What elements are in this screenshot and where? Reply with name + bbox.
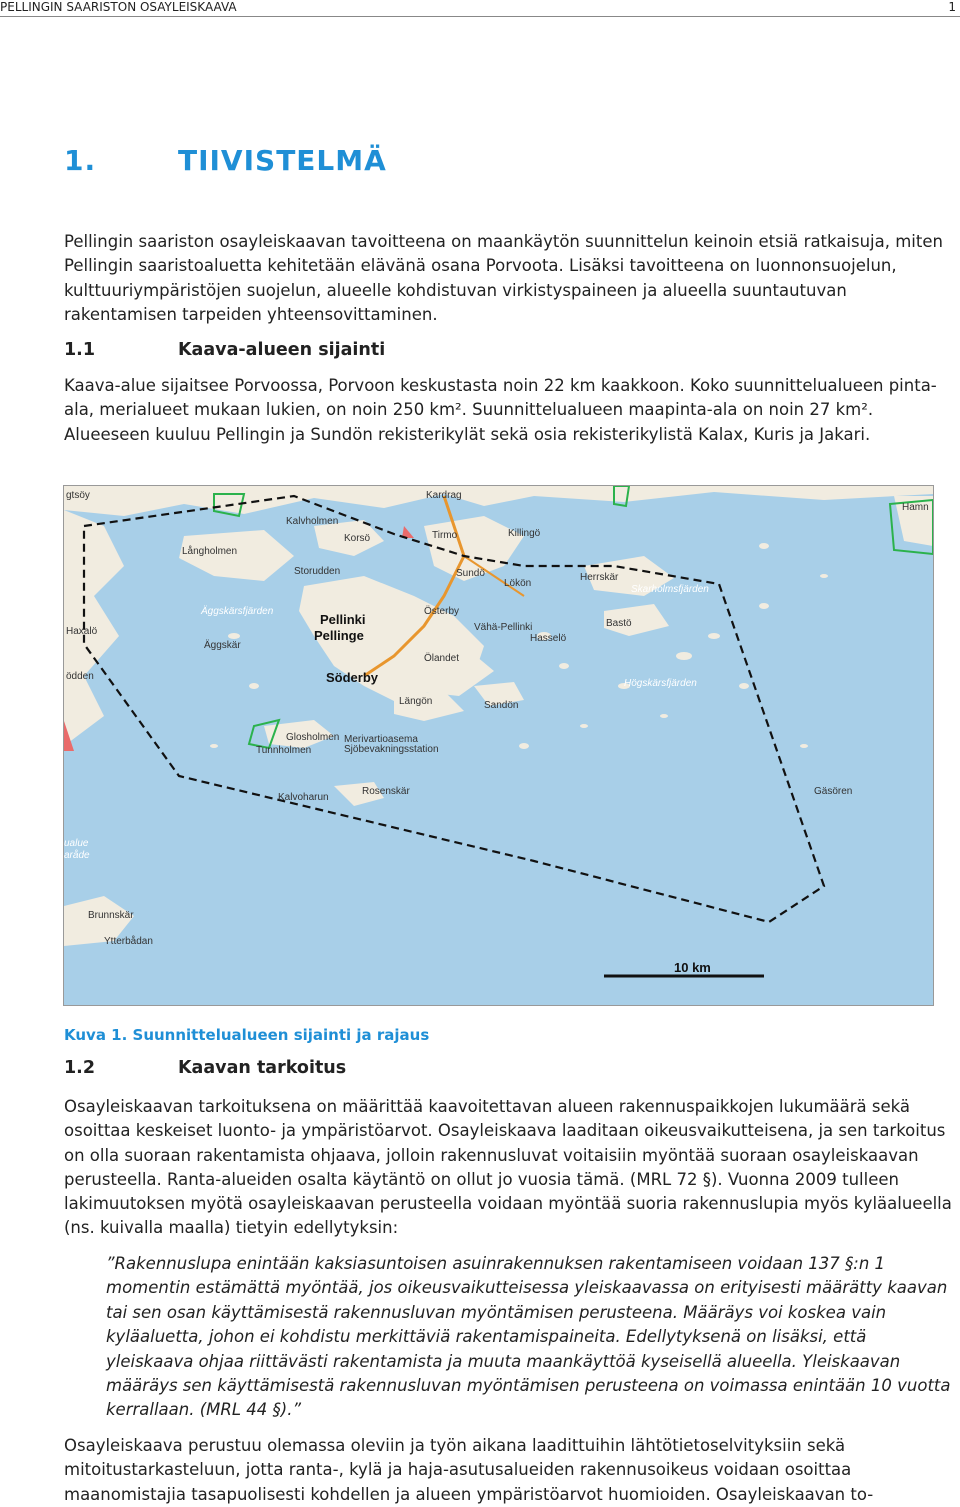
map-label-gtsoy: gtsöy (66, 490, 90, 501)
page-number: 1 (948, 0, 956, 14)
map-label-langon: Längön (399, 696, 433, 707)
map-label-hogskarsfjarden: Högskärsfjärden (624, 678, 697, 689)
map-label-glosholmen: Glosholmen (286, 732, 340, 743)
section-1-2-number: 1.2 (64, 1058, 96, 1078)
map-label-storudden: Storudden (294, 566, 341, 577)
map-label-aggskar: Äggskär (204, 640, 241, 651)
map-label-vaha-pellinki: Vähä-Pellinki (474, 622, 533, 633)
map-label-rosenskar: Rosenskär (362, 786, 410, 797)
header-rule (0, 16, 960, 17)
map-label-sandon: Sandön (484, 700, 519, 711)
map-label-kardrag: Kardrag (426, 490, 462, 501)
map-label-basto: Bastö (606, 618, 632, 629)
map-scale-label: 10 km (674, 960, 711, 975)
section-1-2-title: Kaavan tarkoitus (178, 1058, 347, 1078)
section-1-1-paragraph: Kaava-alue sijaitsee Porvoossa, Porvoon keskustasta noin 22 km kaakkoon. Koko suunnittelualueen pinta-ala, merialueet mukaan lukien, on noin 250 km². Suunnittelualueen maapinta-ala on noin 27 km². Alueeseen kuuluu Pellingin ja Sundön rekisterikylät sekä osia rekisterikylistä Kalax, Kuris ja Jakari. (64, 376, 937, 444)
figure-caption: Kuva 1. Suunnittelualueen sijainti ja rajaus (64, 1026, 430, 1044)
map-label-hamn: Hamn (902, 502, 929, 513)
map-label-langholmen: Långholmen (182, 546, 238, 557)
map-label-sundo: Sundö (456, 568, 485, 579)
section-1-1-title: Kaava-alueen sijainti (178, 340, 386, 360)
map-label-pellinki: Pellinki (320, 612, 366, 627)
section-1-paragraph: Pellingin saariston osayleiskaavan tavoitteena on maankäytön suunnittelun keinoin etsiä ratkaisuja, miten Pellingin saaristoaluetta kehitetään elävänä osana Porvoota. Lisäksi tavoitteena on luonnonsuojelun, kulttuuriympäristöjen suojelun, alueelle kohdistuvan virkistyspaineen ja alueella suuntautuvan rakentamisen tarpeiden yhteensovittaminen. (64, 232, 943, 324)
map-label-olandet: Ölandet (424, 653, 460, 664)
map-label-korso: Korsö (344, 533, 371, 544)
map-label-killingo: Killingö (508, 528, 541, 539)
map-label-narade: aråde (64, 850, 90, 861)
map-label-merivartioasema: Merivartioasema (344, 734, 418, 745)
map-label-kalvholmen: Kalvholmen (286, 516, 339, 527)
map-label-brunnskar: Brunnskär (88, 910, 134, 921)
map-label-herrskar: Herrskär (580, 572, 619, 583)
map-label-aggskarsfjarden: Äggskärsfjärden (201, 606, 274, 617)
map-label-nualue: ualue (64, 838, 89, 849)
map-label-tirmo: Tirmo (432, 530, 458, 541)
map-label-lokon: Lökön (504, 578, 532, 589)
map-label-kalvoharun: Kalvoharun (278, 792, 329, 803)
map-label-skarholmsfjarden: Skarholmsfjärden (631, 584, 709, 595)
map-label-odden: ödden (66, 671, 94, 682)
map-label-osterby: Österby (424, 606, 460, 617)
page-header (0, 0, 960, 16)
map-label-gasoren: Gäsören (814, 786, 853, 797)
section-1-2-paragraph: Osayleiskaavan tarkoituksena on määrittää kaavoitettavan alueen rakennuspaikkojen lukumäärä sekä osoittaa keskeiset luonto- ja ympäristöarvot. Osayleiskaava laaditaan oikeusvaikutteisena, ja sen tarkoitus on olla suoraan rakentamista ohjaava, jolloin rakennusluvat voitaisiin myöntää suoraan osayleiskaavan perusteella. Ranta-alueiden osalta käytäntö on ollut jo vuosia tämä. (MRL 72 §). Vuonna 2009 tulleen lakimuutoksen myötä osayleiskaavan perusteella voidaan myöntää suoria rakennuslupia myös kyläalueella (ns. kuivalla maalla) tietyin edellytyksin: (64, 1097, 952, 1238)
map-label-tunnholmen: Tunnholmen (256, 745, 312, 756)
map-label-haxalo: Haxalö (66, 626, 98, 637)
section-1-2-paragraph-2: Osayleiskaava perustuu olemassa oleviin ja työn aikana laadittuihin lähtötietoselvityksiin sekä mitoitustarkasteluun, jotta ranta-, kylä ja haja-asutusalueiden rakennusoikeus voidaan osoittaa maanomistajia tasapuolisesti kohdellen ja alueen ympäristöarvot huomioiden. Osayleiskaavan to- (64, 1436, 874, 1504)
section-1-title: TIIVISTELMÄ (178, 144, 387, 177)
law-quote: ”Rakennuslupa enintään kaksiasuntoisen asuinrakennuksen rakentamiseen voidaan 137 §:n 1 momentin estämättä myöntää, jos oikeusvaikutteisessa yleiskaavassa on erityisesti määrätty kaavan tai sen osan käyttämisestä rakennusluvan myöntämisen perusteena. Määräys voi koskea vain kyläaluetta, johon ei kohdistu merkittäviä rakentamispaineita. Edellytyksenä on lisäksi, että yleiskaava ohjaa riittävästi rakentamista ja muuta maankäyttöä kyseisellä alueella. Yleiskaavan määräys sen käyttämisestä rakennusluvan myöntämisen perusteena on voimassa enintään 10 vuotta kerrallaan. (MRL 44 §).” (106, 1254, 951, 1420)
section-1-number: 1. (64, 144, 97, 177)
section-1-1-number: 1.1 (64, 340, 96, 360)
location-map (63, 485, 934, 1006)
section-1-heading (64, 144, 387, 177)
map-label-sjobevakningsstation: Sjöbevakningsstation (344, 744, 439, 755)
document-title: PELLINGIN SAARISTON OSAYLEISKAAVA (0, 0, 237, 14)
map-label-soderby: Söderby (326, 670, 379, 685)
section-1-2-heading (64, 1058, 346, 1078)
map-label-pellinge: Pellinge (314, 628, 364, 643)
section-1-1-heading (64, 340, 385, 360)
map-label-ytterbadan: Ytterbådan (104, 936, 153, 947)
map-label-hasselo: Hasselö (530, 633, 567, 644)
